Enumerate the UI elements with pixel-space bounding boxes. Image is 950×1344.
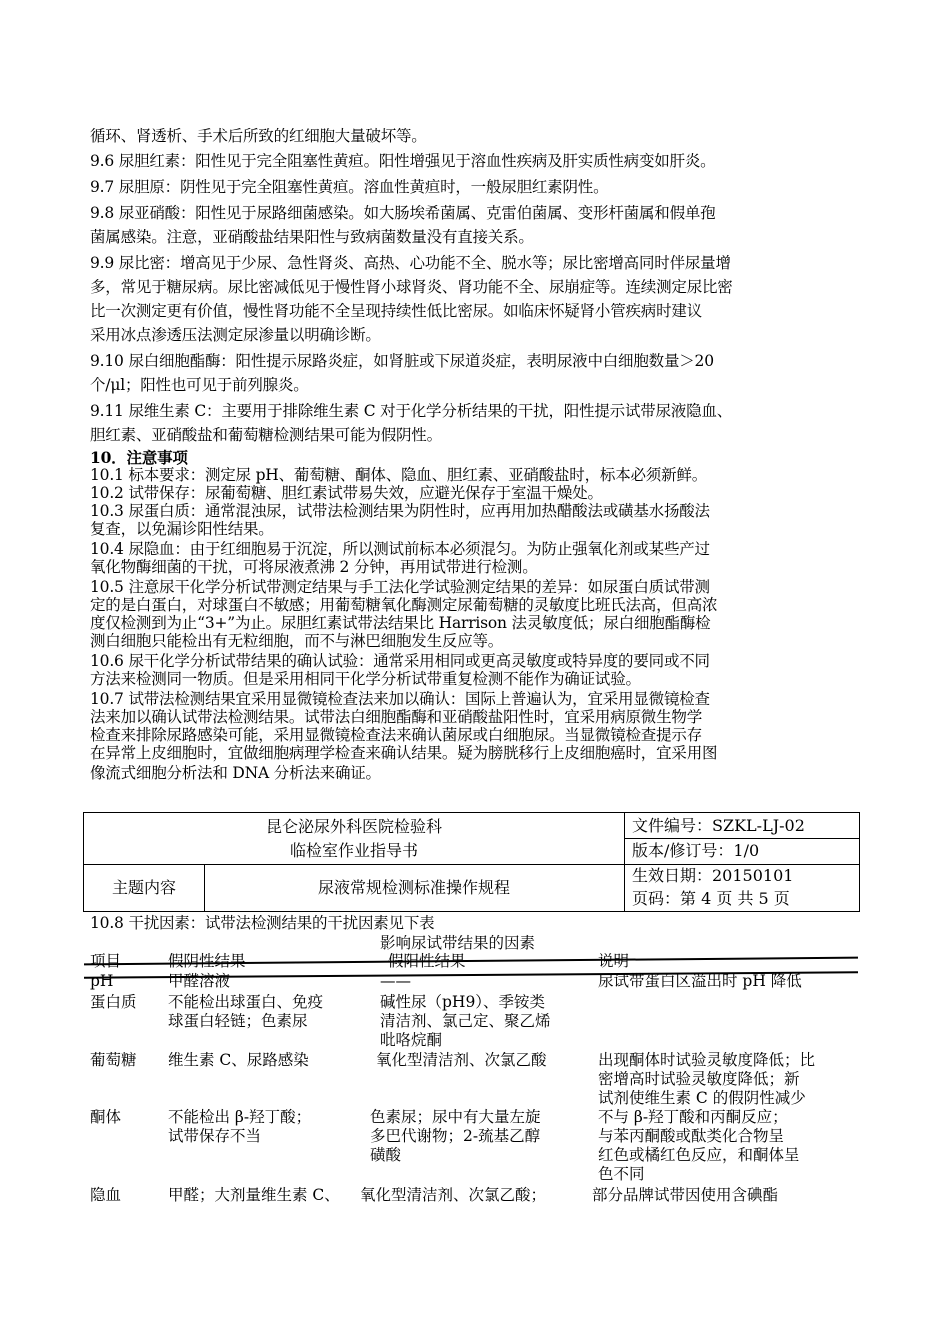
text-line: 9.6 尿胆红素：阳性见于完全阻塞性黄疸。阳性增强见于溶血性疾病及肝实质性病变如肝炎。 [90, 152, 716, 170]
table-cell: 吡咯烷酮 [380, 1031, 443, 1049]
text-line: 在异常上皮细胞时，宜做细胞病理学检查来确认结果。疑为膀胱移行上皮细胞癌时，宜采用图 [90, 744, 718, 762]
text-line: 10.4 尿隐血：由于红细胞易于沉淀，所以测试前标本必须混匀。为防止强氧化剂或某些产过 [90, 540, 710, 558]
table-row-item: pH [90, 972, 114, 990]
text-line: 胆红素、亚硝酸盐和葡萄糖检测结果可能为假阴性。 [90, 426, 442, 444]
col-header-false-negative: 假阴性结果 [168, 952, 246, 970]
table-cell: 色素尿；尿中有大量左旋 [370, 1108, 541, 1126]
table-cell: 氧化型清洁剂、次氯乙酸； [360, 1186, 547, 1204]
table-cell: 维生素 C、尿路感染 [168, 1051, 309, 1069]
table-cell: 试剂使维生素 C 的假阴性减少 [598, 1089, 806, 1107]
doc-title: 临检室作业指导书 [289, 841, 418, 860]
org-name: 昆仑泌尿外科医院检验科 [265, 817, 442, 836]
text-line: 10.2 试带保存：尿葡萄糖、胆红素试带易失效，应避光保存于室温干燥处。 [90, 484, 603, 502]
text-line: 10.6 尿干化学分析试带结果的确认试验：通常采用相同或更高灵敏度或特异度的要同或不同 [90, 652, 710, 670]
text-line: 比一次测定更有价值，慢性肾功能不全呈现持续性低比密尿。如临床怀疑肾小管疾病时建议 [90, 302, 703, 320]
text-line: 个/μl；阳性也可见于前列腺炎。 [90, 376, 309, 394]
text-line: 测白细胞只能检出有无粒细胞，而不与淋巴细胞发生反应等。 [90, 632, 504, 650]
table-cell: 不能检出球蛋白、免疫 [168, 993, 324, 1011]
table-row-item: 蛋白质 [90, 993, 137, 1011]
table-cell: 色不同 [598, 1165, 645, 1183]
section-heading: 10．注意事项 [90, 448, 188, 467]
col-header-item: 项目 [90, 952, 122, 970]
subject-label: 主题内容 [111, 878, 176, 897]
table-cell: 甲醛溶液 [168, 972, 231, 990]
table-cell: 碱性尿（pH9）、季铵类 [380, 993, 546, 1011]
table-cell: 氧化型清洁剂、次氯乙酸 [376, 1051, 547, 1069]
page-number: 页码：第 4 页 共 5 页 [632, 889, 790, 908]
effective-date: 生效日期：20150101 [632, 866, 794, 885]
table-cell: 多巴代谢物；2-巯基乙醇 [370, 1127, 541, 1145]
col-header-note: 说明 [598, 952, 630, 970]
text-line: 方法来检测同一物质。但是采用相同干化学分析试带重复检测不能作为确证试验。 [90, 670, 641, 688]
col-header-false-positive: 假阳性结果 [388, 952, 466, 970]
text-line: 10.7 试带法检测结果宜采用显微镜检查法来加以确认：国际上普遍认为，宜采用显微镜检查 [90, 690, 710, 708]
text-line: 度仅检测到为止“3+”为止。尿胆红素试带法结果比 Harrison 法灵敏度低；尿白细胞酯酶检 [90, 614, 711, 632]
table-intro: 10.8 干扰因素：试带法检测结果的干扰因素见下表 [90, 914, 435, 932]
table-cell: 甲醛；大剂量维生素 C、 [168, 1186, 340, 1204]
table-cell: 试带保存不当 [168, 1127, 262, 1145]
text-line: 法来加以确认试带法检测结果。试带法白细胞酯酶和亚硝酸盐阳性时，宜采用病原微生物学 [90, 708, 703, 726]
doc-number: 文件编号：SZKL-LJ-02 [632, 816, 805, 835]
text-line: 9.8 尿亚硝酸：阳性见于尿路细菌感染。如大肠埃希菌属、克雷伯菌属、变形杆菌属和假单孢 [90, 204, 716, 222]
table-cell: 红色或橘红色反应，和酮体呈 [598, 1146, 800, 1164]
text-line: 氧化物酶细菌的干扰，可将尿液煮沸 2 分钟，再用试带进行检测。 [90, 558, 538, 576]
text-line: 10.3 尿蛋白质：通常混浊尿，试带法检测结果为阴性时，应再用加热醋酸法或磺基水扬酸法 [90, 502, 710, 520]
table-cell: 清洁剂、氯己定、聚乙烯 [380, 1012, 551, 1030]
table-cell: 不与 β-羟丁酸和丙酮反应； [598, 1108, 788, 1126]
text-line: 10.1 标本要求：测定尿 pH、葡萄糖、酮体、隐血、胆红素、亚硝酸盐时，标本必须新鲜。 [90, 466, 708, 484]
text-line: 菌属感染。注意，亚硝酸盐结果阳性与致病菌数量没有直接关系。 [90, 228, 534, 246]
text-line: 多，常见于糖尿病。尿比密减低见于慢性肾小球肾炎、肾功能不全、尿崩症等。连续测定尿比密 [90, 278, 733, 296]
text-line: 9.9 尿比密：增高见于少尿、急性肾炎、高热、心功能不全、脱水等；尿比密增高同时伴尿量增 [90, 254, 731, 272]
text-line: 9.7 尿胆原：阴性见于完全阻塞性黄疸。溶血性黄疸时，一般尿胆红素阴性。 [90, 178, 609, 196]
text-line: 10.5 注意尿干化学分析试带测定结果与手工法化学试验测定结果的差异：如尿蛋白质试带测 [90, 578, 710, 596]
table-cell: 磺酸 [370, 1146, 402, 1164]
document-header-table [83, 812, 860, 912]
table-caption: 影响尿试带结果的因素 [380, 934, 536, 952]
text-line: 9.10 尿白细胞酯酶：阳性提示尿路炎症，如肾脏或下尿道炎症，表明尿液中白细胞数量＞20 [90, 352, 714, 370]
table-cell: 与苯丙酮酸或酞类化合物呈 [598, 1127, 785, 1145]
table-cell: 出现酮体时试验灵敏度降低；比 [598, 1051, 816, 1069]
text-line: 复查，以免漏诊阳性结果。 [90, 520, 274, 538]
table-row-item: 隐血 [90, 1186, 122, 1204]
table-cell: 密增高时试验灵敏度降低；新 [598, 1070, 800, 1088]
text-line: 像流式细胞分析法和 DNA 分析法来确证。 [90, 764, 381, 782]
text-line: 采用冰点渗透压法测定尿渗量以明确诊断。 [90, 326, 381, 344]
table-cell: 球蛋白轻链；色素尿 [168, 1012, 308, 1030]
table-row-item: 葡萄糖 [90, 1051, 137, 1069]
table-cell: 尿试带蛋白区溢出时 pH 降低 [598, 972, 802, 990]
table-cell: 部分品牌试带因使用含碘酯 [592, 1186, 779, 1204]
subject-title: 尿液常规检测标准操作规程 [317, 878, 510, 897]
text-line: 定的是白蛋白，对球蛋白不敏感；用葡萄糖氧化酶测定尿葡萄糖的灵敏度比班氏法高，但高浓 [90, 596, 718, 614]
text-line: 检查来排除尿路感染可能，采用显微镜检查法来确认菌尿或白细胞尿。当显微镜检查提示存 [90, 726, 703, 744]
text-line: 9.11 尿维生素 C：主要用于排除维生素 C 对于化学分析结果的干扰，阳性提示试带尿液隐血、 [90, 402, 733, 420]
table-cell: 不能检出 β-羟丁酸； [168, 1108, 312, 1126]
table-cell: —— [380, 972, 411, 990]
table-row-item: 酮体 [90, 1108, 122, 1126]
text-line: 循环、肾透析、手术后所致的红细胞大量破坏等。 [90, 127, 427, 145]
doc-version: 版本/修订号：1/0 [632, 841, 760, 860]
